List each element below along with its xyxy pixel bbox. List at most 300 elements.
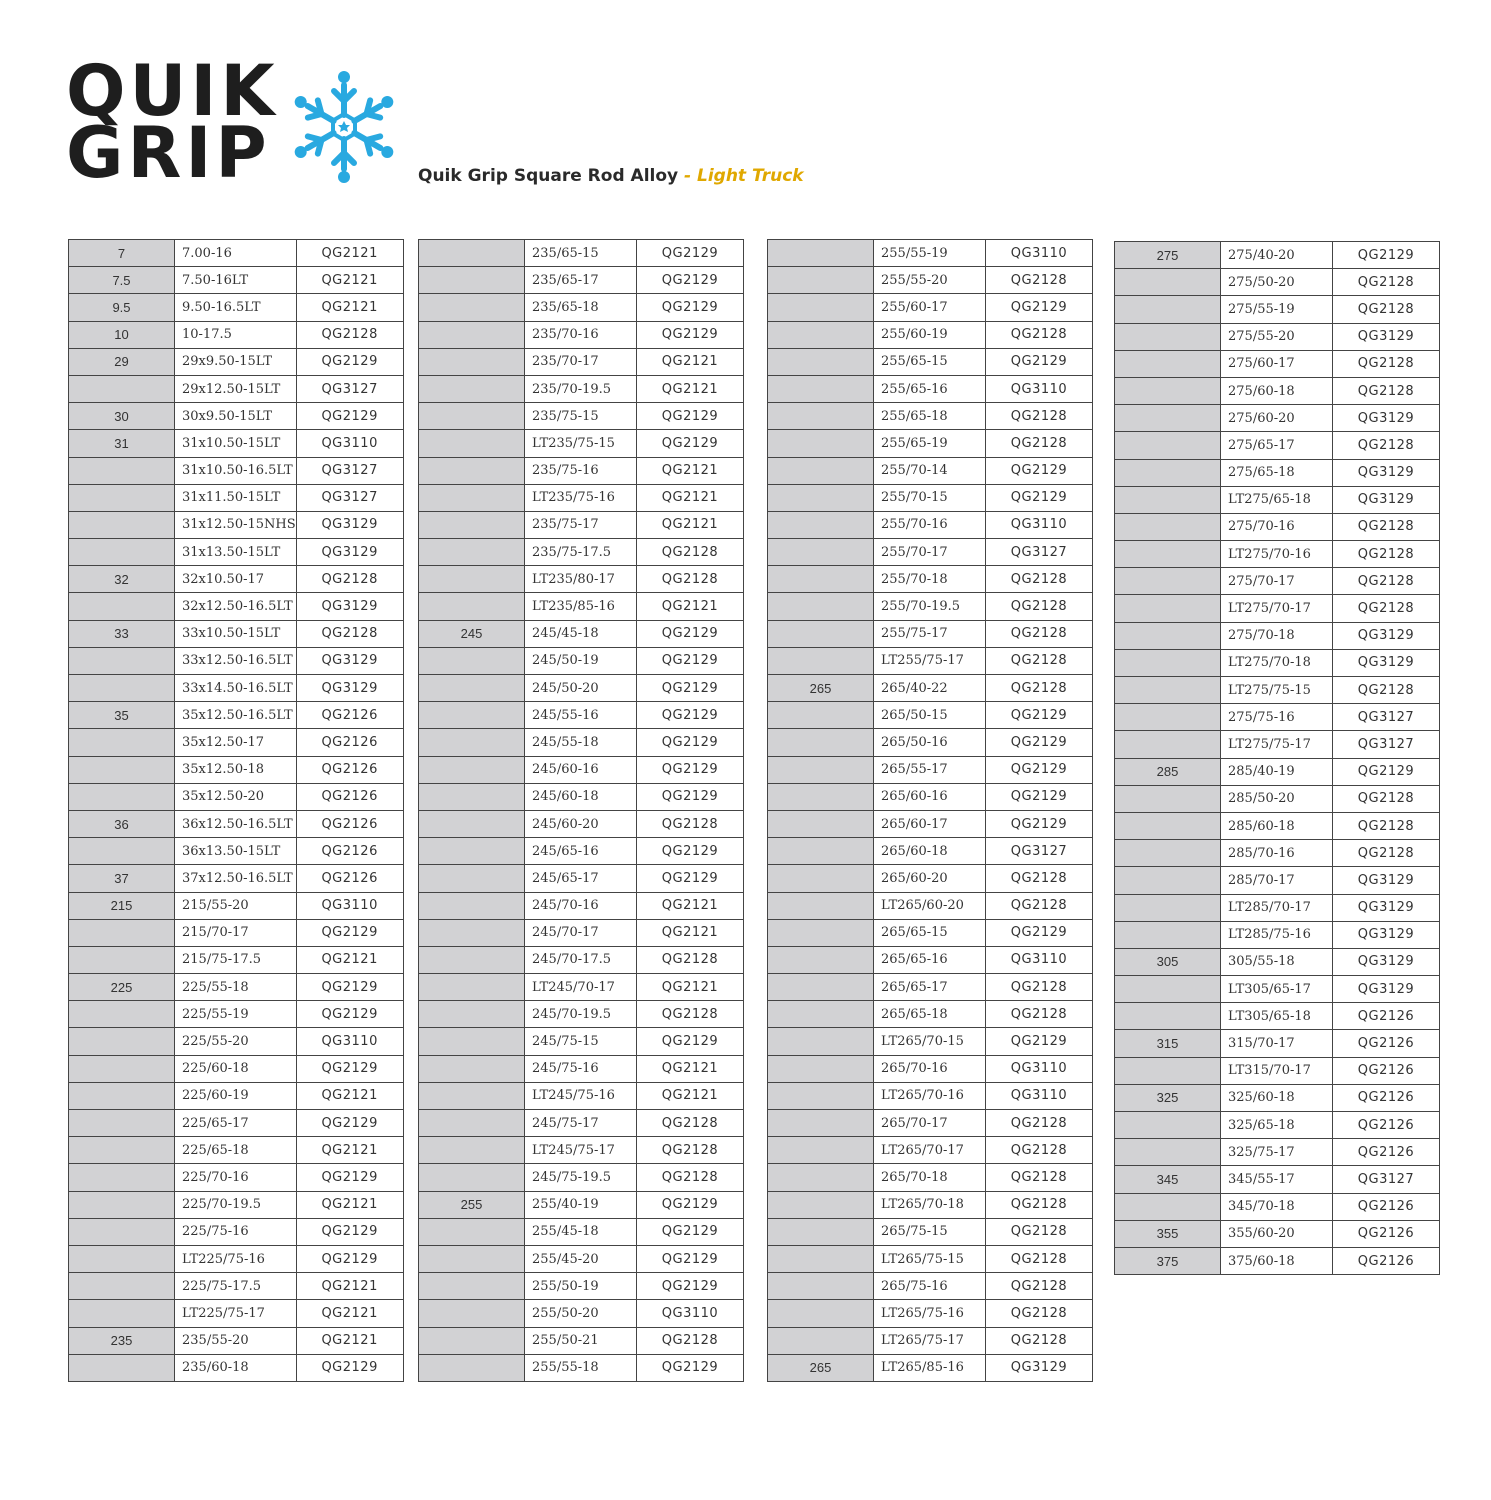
part-number-cell: QG2129	[986, 294, 1093, 321]
rim-size-cell	[419, 702, 525, 729]
rim-size-cell	[768, 1218, 874, 1245]
tire-size-cell: 245/75-17	[525, 1110, 637, 1137]
tire-size-cell: 245/55-16	[525, 702, 637, 729]
tire-size-cell: 275/55-19	[1221, 296, 1333, 323]
tire-size-cell: LT275/70-16	[1221, 541, 1333, 568]
part-number-cell: QG2121	[637, 919, 744, 946]
rim-size-cell	[768, 1191, 874, 1218]
table-row	[768, 1164, 1093, 1191]
rim-size-cell	[419, 403, 525, 430]
rim-size-cell	[768, 946, 874, 973]
rim-size-cell	[419, 457, 525, 484]
tire-size-cell: LT235/80-17	[525, 566, 637, 593]
part-number-cell: QG2128	[986, 620, 1093, 647]
tire-size-cell: 245/70-16	[525, 892, 637, 919]
part-number-cell: QG2121	[637, 348, 744, 375]
rim-size-cell: 37	[69, 865, 175, 892]
table-row	[419, 1273, 744, 1300]
rim-size-cell	[419, 321, 525, 348]
rim-size-cell	[69, 1245, 175, 1272]
rim-size-cell	[419, 946, 525, 973]
part-number-cell: QG2128	[986, 1245, 1093, 1272]
rim-size-cell	[419, 566, 525, 593]
table-row	[1115, 1193, 1440, 1220]
table-row	[69, 1218, 404, 1245]
part-number-cell: QG3110	[986, 1082, 1093, 1109]
table-row	[1115, 1166, 1440, 1193]
tire-size-cell: LT245/70-17	[525, 974, 637, 1001]
table-row	[419, 756, 744, 783]
tire-size-cell: 235/75-15	[525, 403, 637, 430]
tire-size-cell: 31x10.50-16.5LT	[175, 457, 297, 484]
table-row	[69, 566, 404, 593]
rim-size-cell	[768, 702, 874, 729]
tire-size-cell: 255/50-20	[525, 1300, 637, 1327]
part-number-cell: QG3110	[637, 1300, 744, 1327]
table-row	[1115, 1247, 1440, 1274]
table-row	[768, 1110, 1093, 1137]
part-number-cell: QG2126	[296, 838, 403, 865]
part-number-cell: QG3110	[986, 240, 1093, 267]
rim-size-cell	[69, 1082, 175, 1109]
part-number-cell: QG2126	[1333, 1220, 1440, 1247]
tire-size-cell: 275/60-18	[1221, 377, 1333, 404]
part-number-cell: QG2121	[296, 946, 403, 973]
part-number-cell: QG3129	[1333, 867, 1440, 894]
table-row	[1115, 704, 1440, 731]
rim-size-cell: 355	[1115, 1220, 1221, 1247]
table-row	[419, 1082, 744, 1109]
table-row	[419, 1001, 744, 1028]
table-row	[1115, 1220, 1440, 1247]
rim-size-cell: 9.5	[69, 294, 175, 321]
tire-size-cell: 245/65-17	[525, 865, 637, 892]
rim-size-cell	[1115, 649, 1221, 676]
tire-size-cell: 285/40-19	[1221, 758, 1333, 785]
rim-size-cell	[69, 1191, 175, 1218]
rim-size-cell	[419, 593, 525, 620]
table-row	[1115, 1112, 1440, 1139]
rim-size-cell	[768, 729, 874, 756]
tire-size-cell: 255/60-19	[874, 321, 986, 348]
table-row	[419, 375, 744, 402]
tire-size-cell: 275/60-17	[1221, 350, 1333, 377]
rim-size-cell	[1115, 731, 1221, 758]
rim-size-cell	[1115, 377, 1221, 404]
tire-size-cell: 225/75-17.5	[175, 1273, 297, 1300]
tire-size-cell: LT265/70-18	[874, 1191, 986, 1218]
tire-size-cell: LT255/75-17	[874, 647, 986, 674]
rim-size-cell	[419, 974, 525, 1001]
rim-size-cell: 35	[69, 702, 175, 729]
table-row	[768, 566, 1093, 593]
tire-size-cell: 255/50-21	[525, 1327, 637, 1354]
table-row	[69, 838, 404, 865]
part-number-cell: QG2129	[986, 348, 1093, 375]
part-number-cell: QG2128	[986, 1110, 1093, 1137]
table-row	[768, 729, 1093, 756]
part-number-cell: QG2128	[1333, 432, 1440, 459]
part-number-cell: QG2121	[637, 593, 744, 620]
part-number-cell: QG3129	[1333, 622, 1440, 649]
rim-size-cell	[768, 1055, 874, 1082]
rim-size-cell	[419, 294, 525, 321]
table-row	[69, 403, 404, 430]
table-row	[69, 1001, 404, 1028]
table-row	[1115, 649, 1440, 676]
table-row	[69, 1055, 404, 1082]
table-row	[768, 240, 1093, 267]
tire-size-cell: 235/70-16	[525, 321, 637, 348]
tire-size-cell: 35x12.50-20	[175, 783, 297, 810]
tire-size-cell: 275/70-18	[1221, 622, 1333, 649]
part-number-cell: QG2128	[296, 321, 403, 348]
table-row	[69, 1354, 404, 1381]
table-row	[419, 1245, 744, 1272]
tire-size-cell: 235/70-17	[525, 348, 637, 375]
rim-size-cell: 275	[1115, 242, 1221, 269]
tire-size-cell: 225/60-19	[175, 1082, 297, 1109]
table-row	[768, 1354, 1093, 1381]
part-number-cell: QG2128	[986, 267, 1093, 294]
tire-size-cell: 245/50-20	[525, 675, 637, 702]
rim-size-cell	[768, 240, 874, 267]
brand-line-2: GRIP	[66, 112, 271, 194]
part-number-cell: QG2121	[296, 1191, 403, 1218]
rim-size-cell	[1115, 1057, 1221, 1084]
table-row	[1115, 894, 1440, 921]
part-number-cell: QG2128	[296, 566, 403, 593]
rim-size-cell	[419, 1137, 525, 1164]
part-number-cell: QG2128	[1333, 568, 1440, 595]
part-number-cell: QG2121	[296, 1137, 403, 1164]
table-row	[768, 348, 1093, 375]
rim-size-cell	[1115, 405, 1221, 432]
part-number-cell: QG3129	[296, 539, 403, 566]
rim-size-cell	[419, 267, 525, 294]
rim-size-cell	[1115, 269, 1221, 296]
part-number-cell: QG2121	[637, 1082, 744, 1109]
tire-size-cell: 345/55-17	[1221, 1166, 1333, 1193]
rim-size-cell	[69, 1001, 175, 1028]
rim-size-cell	[419, 1110, 525, 1137]
rim-size-cell	[768, 1028, 874, 1055]
part-number-cell: QG2128	[986, 1273, 1093, 1300]
table-row	[1115, 513, 1440, 540]
part-number-cell: QG2128	[1333, 350, 1440, 377]
part-number-cell: QG2129	[637, 729, 744, 756]
tire-size-cell: 255/70-17	[874, 539, 986, 566]
part-number-cell: QG2128	[1333, 595, 1440, 622]
rim-size-cell: 345	[1115, 1166, 1221, 1193]
part-number-cell: QG2129	[637, 620, 744, 647]
part-number-cell: QG2129	[637, 1354, 744, 1381]
rim-size-cell	[419, 1218, 525, 1245]
table-row	[1115, 1030, 1440, 1057]
rim-size-cell: 29	[69, 348, 175, 375]
rim-size-cell	[768, 375, 874, 402]
tire-size-cell: 245/50-19	[525, 647, 637, 674]
table-row	[419, 1028, 744, 1055]
rim-size-cell	[419, 240, 525, 267]
table-row	[69, 1327, 404, 1354]
part-number-cell: QG2128	[986, 647, 1093, 674]
tire-size-cell: 265/65-15	[874, 919, 986, 946]
tire-size-cell: 275/70-17	[1221, 568, 1333, 595]
tire-size-cell: 36x13.50-15LT	[175, 838, 297, 865]
table-row	[69, 647, 404, 674]
table-row	[69, 1164, 404, 1191]
rim-size-cell	[768, 321, 874, 348]
part-number-cell: QG3127	[296, 484, 403, 511]
part-number-cell: QG2128	[637, 1001, 744, 1028]
part-number-cell: QG2129	[637, 240, 744, 267]
part-number-cell: QG2128	[637, 1164, 744, 1191]
part-number-cell: QG2121	[637, 484, 744, 511]
table-row	[1115, 867, 1440, 894]
table-row	[69, 375, 404, 402]
rim-size-cell	[1115, 976, 1221, 1003]
rim-size-cell	[69, 1110, 175, 1137]
table-row	[768, 267, 1093, 294]
part-number-cell: QG2128	[637, 1327, 744, 1354]
tire-size-cell: 245/55-18	[525, 729, 637, 756]
part-number-cell: QG3129	[1333, 323, 1440, 350]
subtitle-main: Quik Grip Square Rod Alloy	[418, 166, 679, 186]
part-number-cell: QG2128	[1333, 296, 1440, 323]
tire-size-cell: 285/70-16	[1221, 840, 1333, 867]
table-row	[419, 1137, 744, 1164]
table-row	[768, 702, 1093, 729]
table-row	[69, 1110, 404, 1137]
tire-size-cell: LT235/75-15	[525, 430, 637, 457]
part-number-cell: QG3127	[986, 838, 1093, 865]
rim-size-cell	[419, 1354, 525, 1381]
rim-size-cell	[1115, 867, 1221, 894]
part-number-cell: QG2128	[986, 321, 1093, 348]
tire-size-cell: 285/60-18	[1221, 812, 1333, 839]
table-row	[69, 457, 404, 484]
part-number-cell: QG2129	[637, 1245, 744, 1272]
part-number-cell: QG2129	[1333, 242, 1440, 269]
tire-size-cell: 275/75-16	[1221, 704, 1333, 731]
part-number-cell: QG2126	[1333, 1084, 1440, 1111]
table-row	[768, 457, 1093, 484]
rim-size-cell	[69, 838, 175, 865]
part-number-cell: QG2129	[637, 1273, 744, 1300]
tire-size-cell: LT235/85-16	[525, 593, 637, 620]
part-number-cell: QG2128	[637, 810, 744, 837]
part-number-cell: QG2129	[296, 403, 403, 430]
part-number-cell: QG2128	[986, 1164, 1093, 1191]
part-number-cell: QG2129	[296, 1110, 403, 1137]
part-number-cell: QG3127	[1333, 704, 1440, 731]
part-number-cell: QG2128	[986, 1300, 1093, 1327]
table-row	[419, 403, 744, 430]
table-row	[768, 838, 1093, 865]
tire-size-cell: 265/60-17	[874, 810, 986, 837]
rim-size-cell: 315	[1115, 1030, 1221, 1057]
rim-size-cell: 225	[69, 974, 175, 1001]
table-row	[419, 511, 744, 538]
tire-size-cell: LT245/75-16	[525, 1082, 637, 1109]
tire-size-cell: 255/55-18	[525, 1354, 637, 1381]
table-row	[419, 484, 744, 511]
table-row	[69, 919, 404, 946]
part-number-cell: QG2128	[637, 539, 744, 566]
rim-size-cell	[69, 729, 175, 756]
part-number-cell: QG2121	[296, 1300, 403, 1327]
tire-size-cell: 255/70-15	[874, 484, 986, 511]
table-row	[419, 1164, 744, 1191]
chart-subtitle	[418, 166, 804, 186]
table-row	[1115, 269, 1440, 296]
rim-size-cell	[419, 1028, 525, 1055]
part-number-cell: QG2129	[986, 1028, 1093, 1055]
table-row	[768, 1191, 1093, 1218]
table-row	[419, 240, 744, 267]
table-row	[419, 457, 744, 484]
tire-size-cell: 255/55-20	[874, 267, 986, 294]
rim-size-cell: 305	[1115, 948, 1221, 975]
part-number-cell: QG2126	[1333, 1193, 1440, 1220]
part-number-cell: QG2121	[637, 511, 744, 538]
rim-size-cell	[768, 865, 874, 892]
table-row	[69, 756, 404, 783]
size-table-column-2	[418, 239, 744, 1382]
part-number-cell: QG2128	[296, 620, 403, 647]
rim-size-cell	[1115, 1112, 1221, 1139]
tire-size-cell: 255/60-17	[874, 294, 986, 321]
tire-size-cell: LT275/70-17	[1221, 595, 1333, 622]
part-number-cell: QG2121	[637, 457, 744, 484]
table-row	[1115, 432, 1440, 459]
tire-size-cell: 235/75-17.5	[525, 539, 637, 566]
tire-size-cell: 265/75-16	[874, 1273, 986, 1300]
rim-size-cell	[69, 593, 175, 620]
tire-size-cell: 215/70-17	[175, 919, 297, 946]
tire-size-cell: 275/65-18	[1221, 459, 1333, 486]
part-number-cell: QG3110	[986, 511, 1093, 538]
part-number-cell: QG2129	[296, 1245, 403, 1272]
tire-size-cell: 235/65-17	[525, 267, 637, 294]
table-row	[1115, 486, 1440, 513]
part-number-cell: QG3127	[1333, 731, 1440, 758]
rim-size-cell: 7	[69, 240, 175, 267]
tire-size-cell: 235/65-15	[525, 240, 637, 267]
rim-size-cell	[768, 892, 874, 919]
table-row	[1115, 785, 1440, 812]
tire-size-cell: 265/60-18	[874, 838, 986, 865]
part-number-cell: QG2121	[296, 294, 403, 321]
rim-size-cell: 10	[69, 321, 175, 348]
part-number-cell: QG2129	[637, 675, 744, 702]
rim-size-cell	[768, 1082, 874, 1109]
size-table-column-3	[767, 239, 1093, 1382]
tire-size-cell: 32x12.50-16.5LT	[175, 593, 297, 620]
tire-size-cell: 255/40-19	[525, 1191, 637, 1218]
part-number-cell: QG2128	[1333, 377, 1440, 404]
table-row	[1115, 323, 1440, 350]
part-number-cell: QG3129	[1333, 976, 1440, 1003]
part-number-cell: QG3110	[986, 375, 1093, 402]
part-number-cell: QG3127	[296, 375, 403, 402]
tire-size-cell: LT305/65-17	[1221, 976, 1333, 1003]
tire-size-cell: 245/65-16	[525, 838, 637, 865]
tire-size-cell: 235/75-16	[525, 457, 637, 484]
rim-size-cell	[69, 1028, 175, 1055]
tire-size-cell: LT265/70-15	[874, 1028, 986, 1055]
table-row	[69, 974, 404, 1001]
rim-size-cell	[419, 1164, 525, 1191]
rim-size-cell	[768, 484, 874, 511]
table-row	[768, 620, 1093, 647]
part-number-cell: QG2128	[986, 430, 1093, 457]
table-row	[419, 267, 744, 294]
rim-size-cell	[768, 1001, 874, 1028]
rim-size-cell	[69, 946, 175, 973]
tire-size-cell: 275/60-20	[1221, 405, 1333, 432]
part-number-cell: QG2129	[296, 1218, 403, 1245]
table-row	[768, 403, 1093, 430]
part-number-cell: QG3129	[1333, 894, 1440, 921]
part-number-cell: QG2129	[986, 810, 1093, 837]
table-row	[419, 620, 744, 647]
tire-size-cell: 275/65-17	[1221, 432, 1333, 459]
part-number-cell: QG2128	[1333, 677, 1440, 704]
table-row	[419, 810, 744, 837]
rim-size-cell: 7.5	[69, 267, 175, 294]
part-number-cell: QG2128	[986, 1327, 1093, 1354]
tire-size-cell: 225/70-16	[175, 1164, 297, 1191]
table-row	[1115, 948, 1440, 975]
table-row	[69, 865, 404, 892]
tire-size-cell: 265/50-15	[874, 702, 986, 729]
tire-size-cell: 265/65-18	[874, 1001, 986, 1028]
table-row	[69, 1273, 404, 1300]
table-row	[69, 1191, 404, 1218]
part-number-cell: QG2129	[637, 647, 744, 674]
part-number-cell: QG2129	[296, 974, 403, 1001]
table-row	[1115, 622, 1440, 649]
rim-size-cell	[768, 1110, 874, 1137]
part-number-cell: QG3129	[1333, 486, 1440, 513]
part-number-cell: QG2128	[986, 1137, 1093, 1164]
rim-size-cell	[69, 457, 175, 484]
tire-size-cell: 355/60-20	[1221, 1220, 1333, 1247]
table-row	[1115, 840, 1440, 867]
table-row	[768, 892, 1093, 919]
table-row	[768, 946, 1093, 973]
part-number-cell: QG2129	[637, 403, 744, 430]
rim-size-cell: 32	[69, 566, 175, 593]
part-number-cell: QG2128	[986, 865, 1093, 892]
rim-size-cell	[419, 756, 525, 783]
part-number-cell: QG2129	[296, 1001, 403, 1028]
tire-size-cell: LT245/75-17	[525, 1137, 637, 1164]
tire-size-cell: LT225/75-16	[175, 1245, 297, 1272]
part-number-cell: QG2129	[637, 702, 744, 729]
tire-size-cell: 375/60-18	[1221, 1247, 1333, 1274]
tire-size-cell: LT275/75-17	[1221, 731, 1333, 758]
part-number-cell: QG3110	[296, 430, 403, 457]
tire-size-cell: 31x13.50-15LT	[175, 539, 297, 566]
part-number-cell: QG2129	[986, 729, 1093, 756]
part-number-cell: QG2128	[637, 566, 744, 593]
table-row	[768, 1055, 1093, 1082]
rim-size-cell	[69, 1354, 175, 1381]
rim-size-cell	[419, 1327, 525, 1354]
